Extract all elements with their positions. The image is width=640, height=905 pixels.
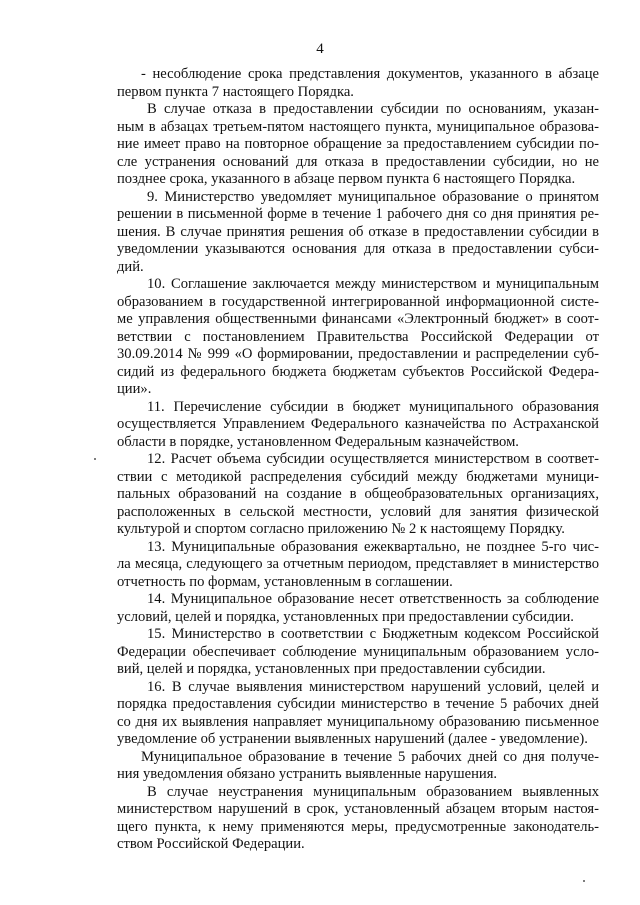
paragraph-refusal: [117, 101, 599, 189]
text-line: ме управления общественными финансами «Электронный бюджет» в соот-: [117, 311, 599, 327]
paragraph-15: [117, 626, 599, 679]
text-line: ции».: [117, 381, 152, 397]
paragraph-nonremoval: [117, 784, 599, 854]
text-line: Муниципальное образование в течение 5 рабочих дней со дня получе-: [141, 748, 599, 765]
text-line: сле устранения оснований для отказа в предоставлении субсидии, но не: [117, 153, 599, 170]
paragraph-16: [117, 679, 599, 749]
text-line: 13. Муниципальные образования ежеквартально, не позднее 5-го чис-: [147, 538, 599, 555]
text-line: образованием в государственной интегрированной информационной систе-: [117, 293, 599, 310]
text-line: области в порядке, установленном Федеральным казначейством.: [117, 433, 519, 450]
text-line: В случае неустранения муниципальным образованием выявленных: [147, 783, 599, 800]
text-line: 11. Перечисление субсидии в бюджет муниципального образования: [147, 398, 599, 415]
paragraph-13: [117, 539, 599, 592]
text-line: - несоблюдение срока представления документов, указанного в абзаце: [141, 66, 599, 82]
text-line: 14. Муниципальное образование несет ответственность за соблюдение: [147, 591, 599, 607]
text-line: сидий из федерального бюджета бюджетам субъектов Российской Федера-: [117, 363, 599, 380]
text-line: уведомление об устранении выявленных нарушений (далее - уведомление).: [117, 731, 588, 747]
paragraph-within5: [117, 749, 599, 784]
text-line: ствии с методикой распределения субсидий между бюджетами муници-: [117, 468, 599, 485]
text-line: министерством нарушений в срок, установленный абзацем вторым настоя-: [117, 801, 599, 817]
document-body: [117, 66, 599, 854]
text-line: 9. Министерство уведомляет муниципальное образование о принятом: [147, 188, 599, 205]
text-line: 16. В случае выявления министерством нарушений условий, целей и: [147, 678, 599, 695]
text-line: со дня их выявления направляет муниципальному образованию письменное: [117, 713, 599, 730]
text-line: порядка предоставления субсидии министерство в течение 5 рабочих дней: [117, 696, 599, 712]
paragraph-14: [117, 591, 599, 626]
text-line: осуществляется Управлением Федерального казначейства по Астраханской: [117, 416, 599, 432]
text-line: ветствии с постановлением Правительства Российской Федерации от: [117, 328, 599, 345]
text-line: 10. Соглашение заключается между министерством и муниципальным: [147, 276, 599, 292]
text-line: ным в абзацах третьем-пятом настоящего пункта, муниципальное образова-: [117, 118, 599, 135]
scan-speck: [583, 880, 585, 882]
text-line: первом пункта 7 настоящего Порядка.: [117, 83, 354, 100]
text-line: вий, целей и порядка, установленных при предоставлении субсидии.: [117, 661, 546, 677]
text-line: уведомлении указываются основания для отказа в предоставлении субси-: [117, 241, 599, 257]
text-line: В случае отказа в предоставлении субсидии по основаниям, указан-: [147, 101, 599, 117]
text-line: отчетность по формам, установленным в соглашении.: [117, 573, 453, 590]
text-line: культурой и спортом согласно приложению № 2 к настоящему Порядку.: [117, 521, 565, 537]
text-line: ством Российской Федерации.: [117, 836, 305, 852]
paragraph-9: [117, 189, 599, 277]
paragraph-11: [117, 399, 599, 452]
page-number: 4: [316, 41, 324, 57]
paragraph-12: [117, 451, 599, 539]
text-line: ния уведомления обязано устранить выявленные нарушения.: [117, 766, 498, 782]
text-line: шения. В случае принятия решения об отказе в предоставлении субсидии в: [117, 223, 599, 240]
text-line: расположенных в сельской местности, условий для занятия физической: [117, 503, 599, 520]
text-line: 15. Министерство в соответствии с Бюджетным кодексом Российской: [147, 626, 599, 642]
text-line: решении в письменной форме в течение 1 рабочего дня со дня принятия ре-: [117, 206, 599, 222]
text-line: 30.09.2014 № 999 «О формировании, предоставлении и распределении суб-: [117, 346, 599, 362]
text-line: условий, целей и порядка, установленных при предоставлении субсидии.: [117, 608, 574, 625]
paragraph-10: [117, 276, 599, 399]
text-line: дий.: [117, 258, 144, 275]
text-line: ние имеет право на повторное обращение за предоставлением субсидии по-: [117, 136, 599, 152]
scan-speck: [94, 458, 96, 460]
text-line: пальных образований на создание в общеобразовательных организациях,: [117, 486, 599, 502]
text-line: ла месяца, следующего за отчетным периодом, представляет в министерство: [117, 556, 599, 572]
text-line: щего пункта, к нему применяются меры, предусмотренные законодатель-: [117, 818, 599, 835]
text-line: 12. Расчет объема субсидии осуществляется министерством в соответ-: [147, 451, 599, 467]
text-line: Федерации обеспечивает соблюдение муниципальным образованием усло-: [117, 643, 599, 660]
paragraph-nonobservance: [117, 66, 599, 101]
text-line: позднее срока, указанного в абзаце первом пункта 6 настоящего Порядка.: [117, 171, 576, 187]
